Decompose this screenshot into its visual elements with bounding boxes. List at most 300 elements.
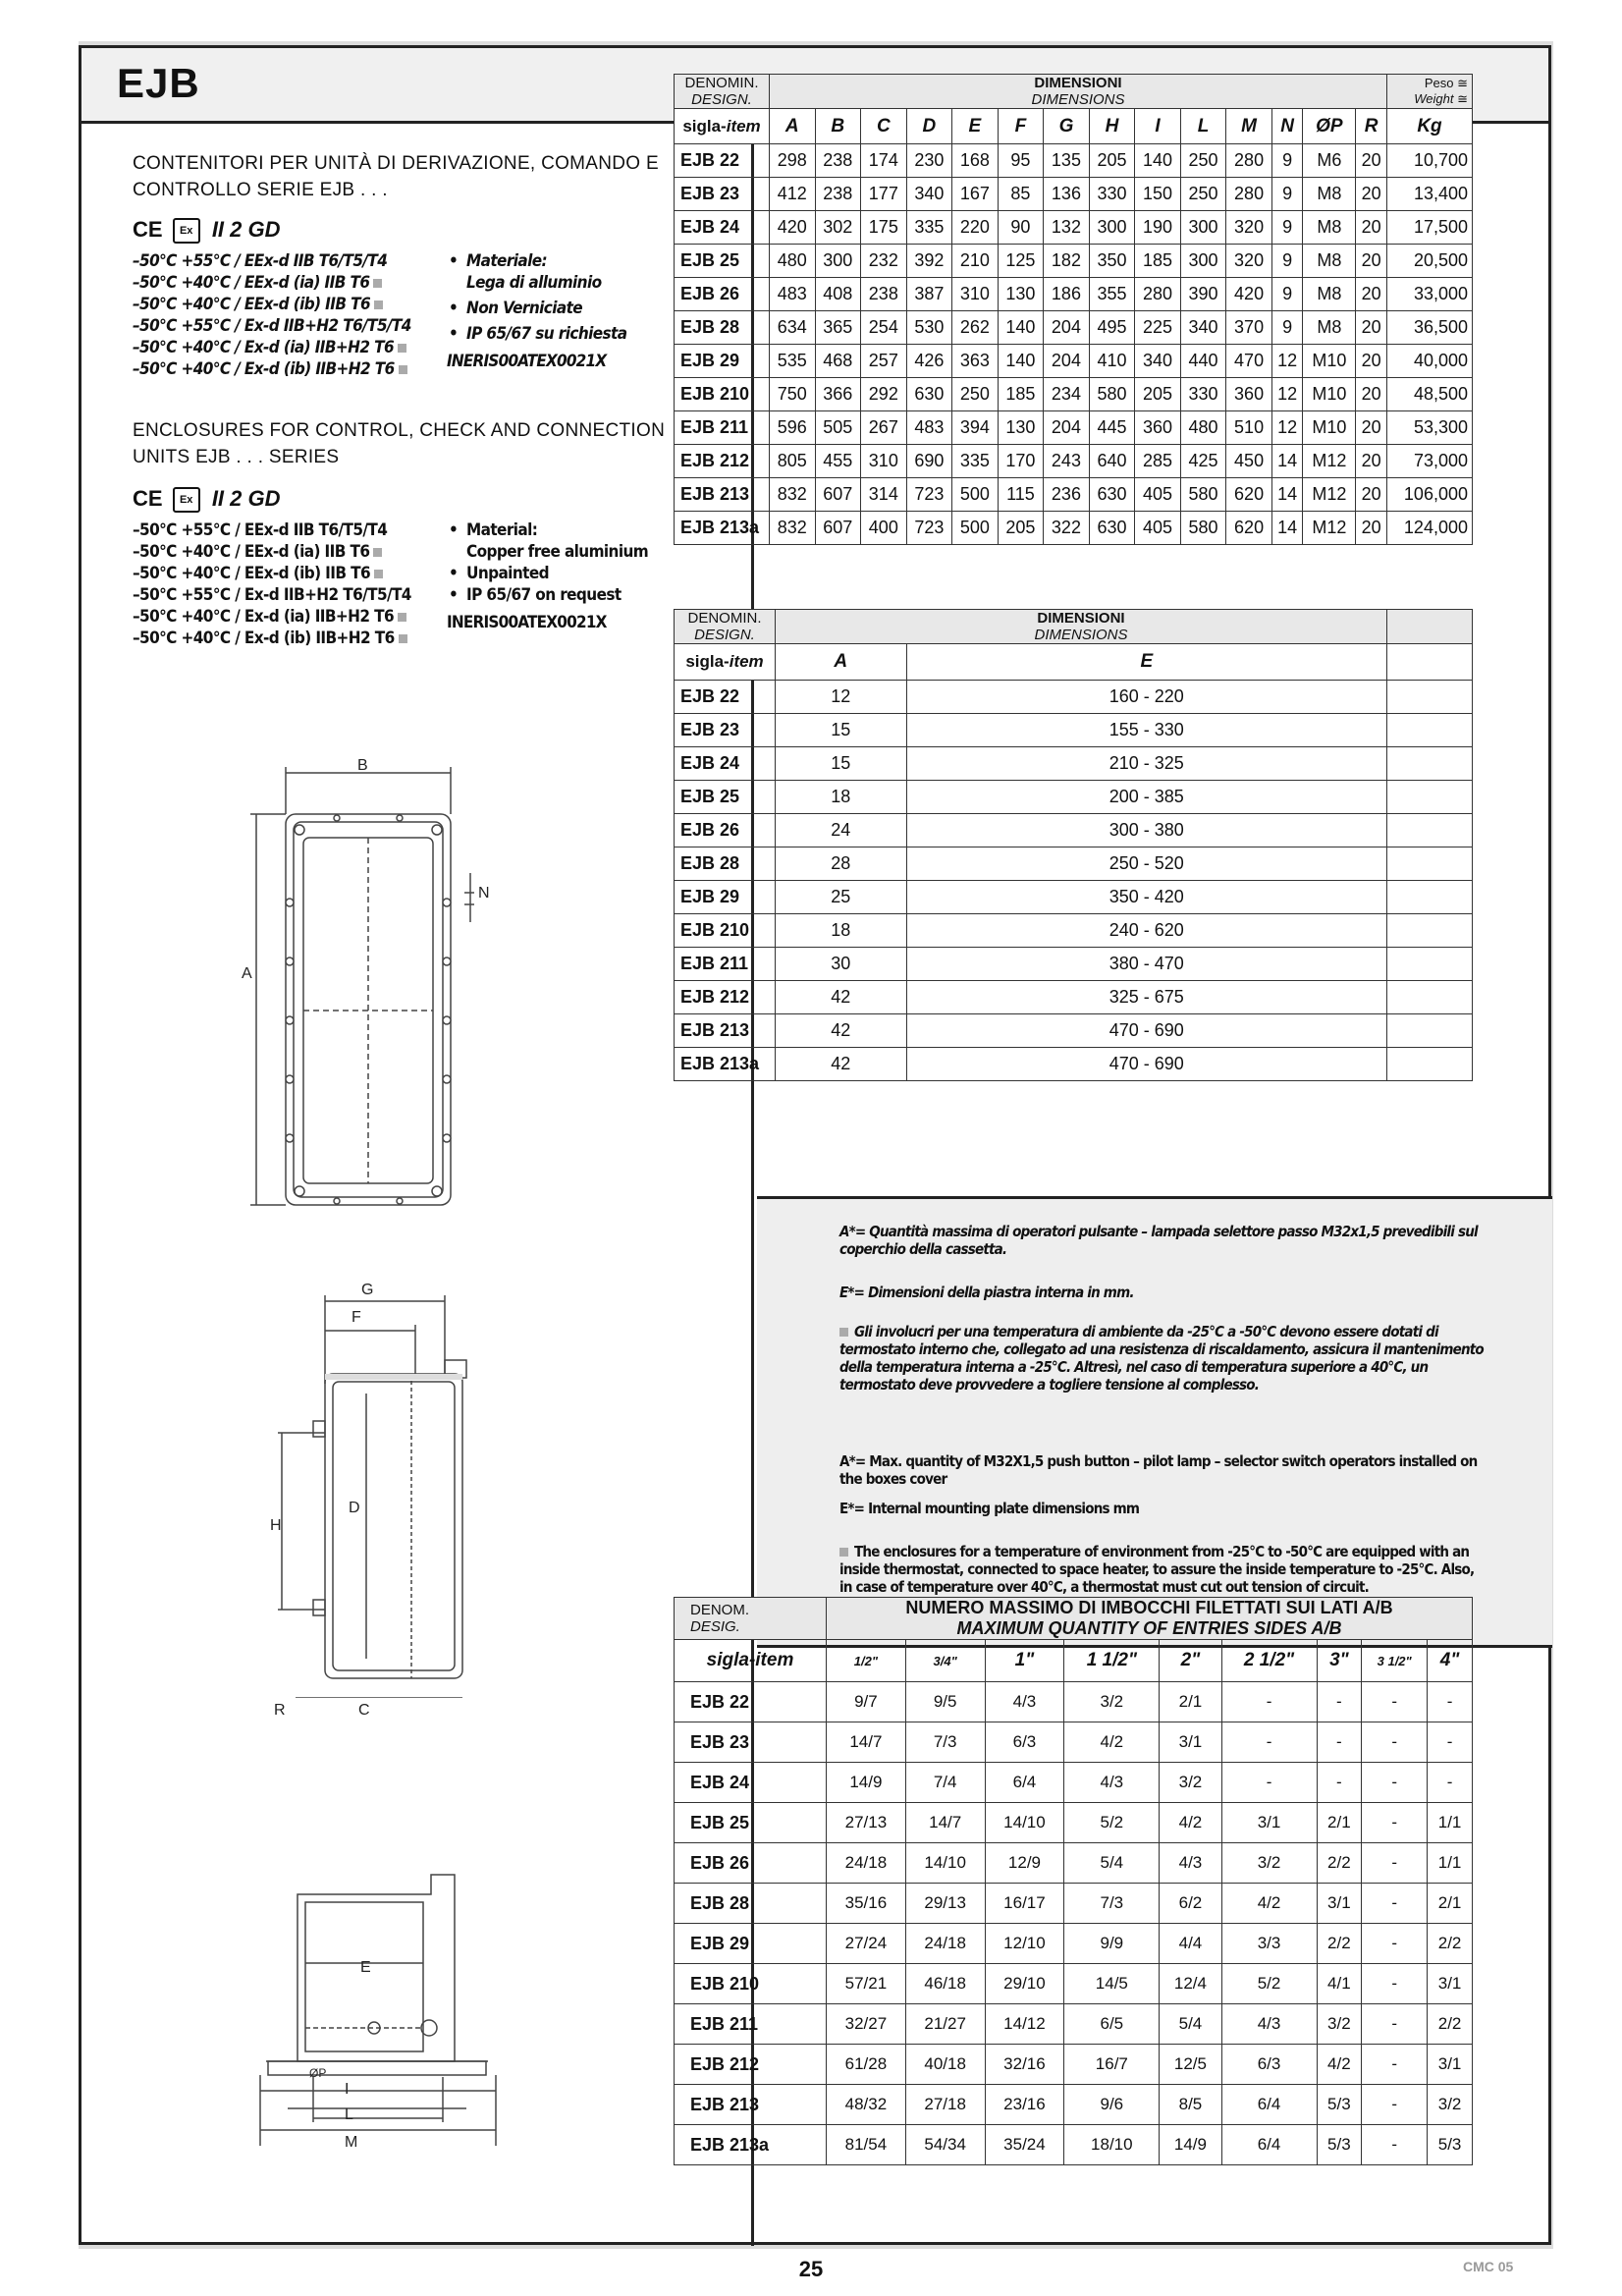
cell-value: 355: [1089, 278, 1135, 311]
cell-value: 220: [952, 211, 999, 245]
item-name: EJB 23: [675, 1722, 827, 1763]
cell-value: 7/3: [905, 1722, 985, 1763]
cell-value: 425: [1180, 445, 1226, 478]
item-name: EJB 29: [675, 345, 770, 378]
cert-category: II 2 GD: [211, 217, 281, 242]
cell-value: 440: [1180, 345, 1226, 378]
cell-value: 254: [861, 311, 907, 345]
cell-value: 81/54: [827, 2125, 906, 2165]
table-row: [675, 781, 1473, 814]
cell-value: -: [1362, 1722, 1428, 1763]
note-e-english: E*= Internal mounting plate dimensions mm: [839, 1500, 1140, 1517]
cell-value: 238: [815, 144, 861, 178]
cell-value: 167: [952, 178, 999, 211]
cell-e: 470 - 690: [906, 1014, 1386, 1048]
cell-value: 90: [998, 211, 1044, 245]
column-header: 1 1/2": [1064, 1640, 1160, 1682]
dim-label-b: B: [357, 757, 368, 774]
cell-value: 630: [1089, 512, 1135, 545]
dimensions-header: DIMENSIONI DIMENSIONS: [770, 75, 1387, 109]
cell-value: 85: [998, 178, 1044, 211]
table-row: [675, 847, 1473, 881]
cell-value: -: [1317, 1722, 1362, 1763]
cell-a: 42: [776, 1014, 907, 1048]
cell-value: 5/4: [1064, 1843, 1160, 1884]
cell-a: 28: [776, 847, 907, 881]
denom-header: DENOMIN. DESIGN.: [675, 610, 776, 644]
cell-value: 14/12: [985, 2004, 1064, 2045]
item-column-header: [675, 109, 770, 144]
dim-label-r: R: [274, 1702, 286, 1719]
cell-empty: [1387, 681, 1473, 714]
cell-value: 4/3: [985, 1682, 1064, 1722]
dim-label-c: C: [358, 1702, 370, 1719]
item-name: EJB 25: [675, 1803, 827, 1843]
cell-value: 7/3: [1064, 1884, 1160, 1924]
feature-material-label: • Materiale:: [447, 250, 627, 272]
cell-value: 596: [770, 411, 816, 445]
cell-value: 620: [1226, 478, 1272, 512]
cell-value: 340: [1135, 345, 1181, 378]
cell-value: 29/10: [985, 1964, 1064, 2004]
cell-e: 155 - 330: [906, 714, 1386, 747]
cell-a: 15: [776, 714, 907, 747]
cell-value: 205: [998, 512, 1044, 545]
cell-value: 20: [1356, 178, 1387, 211]
cell-value: 8/5: [1160, 2085, 1221, 2125]
table-row: [675, 981, 1473, 1014]
item-name: EJB 213: [675, 1014, 776, 1048]
cell-value: 14: [1271, 445, 1303, 478]
feature-ip: • IP 65/67 su richiesta: [447, 323, 627, 345]
table-row: [675, 144, 1473, 178]
cell-value: 405: [1135, 478, 1181, 512]
cell-value: 9: [1271, 278, 1303, 311]
column-header: 1": [985, 1640, 1064, 1682]
item-column-header: sigla-item: [675, 1640, 827, 1682]
column-header: 4": [1428, 1640, 1473, 1682]
cell-empty: [1387, 847, 1473, 881]
column-header: 1/2": [827, 1640, 906, 1682]
table-row: [675, 1884, 1473, 1924]
cell-value: -: [1362, 2004, 1428, 2045]
cell-value: 2/2: [1428, 1924, 1473, 1964]
dim-label-l: L: [345, 2106, 353, 2123]
cell-value: M10: [1303, 345, 1356, 378]
cell-value: 204: [1044, 411, 1090, 445]
dim-label-e: E: [360, 1959, 371, 1976]
cell-value: 723: [906, 478, 952, 512]
cell-value: 14: [1271, 478, 1303, 512]
cell-value: 450: [1226, 445, 1272, 478]
feature-paint: • Non Verniciate: [447, 298, 627, 319]
cell-value: 2/2: [1317, 1924, 1362, 1964]
item-name: EJB 25: [675, 781, 776, 814]
table-header-row: [675, 75, 1473, 109]
cell-value: 330: [1180, 378, 1226, 411]
note-e-italian: E*= Dimensioni della piastra interna in mm.: [839, 1284, 1134, 1301]
cell-value: 204: [1044, 345, 1090, 378]
cell-value: 480: [1180, 411, 1226, 445]
rating-line: –50°C +40°C / EEx-d (ib) IIB T6: [133, 563, 411, 584]
cell-value: 190: [1135, 211, 1181, 245]
item-column-header: [675, 644, 776, 681]
table-row: [675, 1014, 1473, 1048]
item-name: EJB 210: [675, 1964, 827, 2004]
cell-value: 174: [861, 144, 907, 178]
ex-mark-icon: Ex: [173, 218, 200, 244]
cell-value: 27/24: [827, 1924, 906, 1964]
cell-value: 20: [1356, 245, 1387, 278]
cell-value: 35/24: [985, 2125, 1064, 2165]
cell-value: 4/3: [1160, 1843, 1221, 1884]
cell-value: 390: [1180, 278, 1226, 311]
cell-value: 14/10: [985, 1803, 1064, 1843]
cell-value: 480: [770, 245, 816, 278]
dim-label-m: M: [345, 2134, 358, 2151]
column-header: 2 1/2": [1221, 1640, 1317, 1682]
feature-material-label: • Material:: [447, 519, 648, 541]
cell-value: 298: [770, 144, 816, 178]
features-english: [447, 519, 648, 633]
doc-code: CMC 05: [1463, 2259, 1514, 2274]
rating-line: –50°C +55°C / Ex-d IIB+H2 T6/T5/T4: [133, 316, 411, 336]
cell-value: 16/17: [985, 1884, 1064, 1924]
cell-value: 24/18: [905, 1924, 985, 1964]
cell-value: 2/2: [1317, 1843, 1362, 1884]
item-label-a: sigla-: [682, 116, 727, 136]
cell-value: 310: [952, 278, 999, 311]
cell-value: 14/7: [827, 1722, 906, 1763]
cell-value: M8: [1303, 245, 1356, 278]
cell-value: 185: [998, 378, 1044, 411]
cell-value: M8: [1303, 211, 1356, 245]
cell-value: 5/4: [1160, 2004, 1221, 2045]
cell-value: 186: [1044, 278, 1090, 311]
cell-value: 40,000: [1387, 345, 1473, 378]
cell-value: 14/7: [905, 1803, 985, 1843]
cell-value: 61/28: [827, 2045, 906, 2085]
cell-value: 468: [815, 345, 861, 378]
cell-value: 3/1: [1428, 1964, 1473, 2004]
cell-value: 400: [861, 512, 907, 545]
cell-value: 495: [1089, 311, 1135, 345]
cell-value: 420: [1226, 278, 1272, 311]
cell-value: 340: [906, 178, 952, 211]
cell-value: 150: [1135, 178, 1181, 211]
cell-value: 483: [770, 278, 816, 311]
top-view-drawing: [239, 755, 533, 1217]
cell-value: 3/2: [1221, 1843, 1317, 1884]
cell-value: 243: [1044, 445, 1090, 478]
cell-value: 505: [815, 411, 861, 445]
item-name: EJB 29: [675, 881, 776, 914]
dim-label-h: H: [270, 1517, 282, 1534]
table-row: [675, 2004, 1473, 2045]
cell-value: 20: [1356, 411, 1387, 445]
cell-value: 2/1: [1160, 1682, 1221, 1722]
cell-value: -: [1221, 1682, 1317, 1722]
cell-value: 12: [1271, 378, 1303, 411]
column-header-a: A: [776, 644, 907, 681]
dim-label-d: D: [349, 1500, 360, 1516]
cell-value: 14/9: [1160, 2125, 1221, 2165]
cell-value: 690: [906, 445, 952, 478]
cell-value: 36,500: [1387, 311, 1473, 345]
cell-value: 320: [1226, 245, 1272, 278]
item-name: EJB 24: [675, 747, 776, 781]
page-title: EJB: [117, 60, 200, 106]
cell-a: 18: [776, 781, 907, 814]
dimensions-table: [674, 74, 1473, 545]
cell-value: 27/18: [905, 2085, 985, 2125]
cell-value: 124,000: [1387, 512, 1473, 545]
cell-value: 170: [998, 445, 1044, 478]
column-header: L: [1180, 109, 1226, 144]
cell-a: 42: [776, 981, 907, 1014]
weight-header: Peso ≅ Weight ≅: [1387, 75, 1473, 109]
cell-value: 12/10: [985, 1924, 1064, 1964]
table-row: [675, 311, 1473, 345]
cell-value: 5/2: [1221, 1964, 1317, 2004]
cell-value: -: [1362, 1924, 1428, 1964]
cell-e: 160 - 220: [906, 681, 1386, 714]
column-header-e: E: [906, 644, 1386, 681]
cell-value: -: [1317, 1763, 1362, 1803]
cell-value: 23/16: [985, 2085, 1064, 2125]
cell-value: 9/7: [827, 1682, 906, 1722]
cell-value: 750: [770, 378, 816, 411]
column-header-empty: [1387, 644, 1473, 681]
cell-value: 832: [770, 512, 816, 545]
cell-value: 14: [1271, 512, 1303, 545]
cell-value: 236: [1044, 478, 1090, 512]
cell-value: M8: [1303, 311, 1356, 345]
cell-value: 300: [1089, 211, 1135, 245]
table-row: [675, 814, 1473, 847]
cell-value: 832: [770, 478, 816, 512]
cell-value: 9/9: [1064, 1924, 1160, 1964]
cell-value: 10,700: [1387, 144, 1473, 178]
cell-value: 280: [1135, 278, 1181, 311]
cell-value: 302: [815, 211, 861, 245]
cell-value: 32/27: [827, 2004, 906, 2045]
cert-marking-it: [133, 217, 281, 244]
cell-value: -: [1221, 1763, 1317, 1803]
cell-value: -: [1362, 1803, 1428, 1843]
cell-value: 280: [1226, 144, 1272, 178]
notes-panel: [757, 1196, 1552, 1648]
rating-line: –50°C +55°C / EEx-d IIB T6/T5/T4: [133, 251, 388, 271]
rating-line: –50°C +40°C / Ex-d (ia) IIB+H2 T6: [133, 337, 411, 358]
cell-value: 1/1: [1428, 1843, 1473, 1884]
cell-value: 3/2: [1428, 2085, 1473, 2125]
cell-value: 4/1: [1317, 1964, 1362, 2004]
cell-value: 175: [861, 211, 907, 245]
cell-empty: [1387, 714, 1473, 747]
cell-value: 33,000: [1387, 278, 1473, 311]
item-label-b: item: [726, 116, 761, 136]
table-row: [675, 512, 1473, 545]
dim-label-n: N: [478, 885, 490, 902]
cell-value: 335: [906, 211, 952, 245]
cell-value: 20: [1356, 345, 1387, 378]
table-row: [675, 345, 1473, 378]
cell-value: 205: [1135, 378, 1181, 411]
cell-value: 360: [1135, 411, 1181, 445]
cell-value: 140: [998, 345, 1044, 378]
cell-value: 20: [1356, 211, 1387, 245]
column-header: 2": [1160, 1640, 1221, 1682]
cell-value: 2/1: [1428, 1884, 1473, 1924]
cell-value: 640: [1089, 445, 1135, 478]
table-row: [675, 1722, 1473, 1763]
cell-value: 46/18: [905, 1964, 985, 2004]
cell-value: 500: [952, 512, 999, 545]
column-header: D: [906, 109, 952, 144]
cell-value: 135: [1044, 144, 1090, 178]
cell-value: 580: [1180, 512, 1226, 545]
cell-value: 32/16: [985, 2045, 1064, 2085]
column-header-row: [675, 644, 1473, 681]
table-row: [675, 445, 1473, 478]
cell-value: -: [1362, 1964, 1428, 2004]
cell-value: 723: [906, 512, 952, 545]
cell-a: 42: [776, 1048, 907, 1081]
cell-value: 412: [770, 178, 816, 211]
cell-value: 238: [815, 178, 861, 211]
table-row: [675, 948, 1473, 981]
cell-value: 580: [1180, 478, 1226, 512]
table-row: [675, 178, 1473, 211]
item-name: EJB 212: [675, 445, 770, 478]
dim-label-f: F: [351, 1309, 361, 1326]
dim-label-op: ØP: [309, 2066, 327, 2080]
cell-value: -: [1362, 1843, 1428, 1884]
cell-value: 3/1: [1160, 1722, 1221, 1763]
cell-value: 250: [952, 378, 999, 411]
item-name: EJB 29: [675, 1924, 827, 1964]
cert-category: II 2 GD: [211, 486, 281, 511]
cell-value: 6/4: [1221, 2125, 1317, 2165]
cell-value: 12/5: [1160, 2045, 1221, 2085]
cell-value: 445: [1089, 411, 1135, 445]
cell-value: 6/3: [985, 1722, 1064, 1763]
cell-empty: [1387, 1014, 1473, 1048]
cell-value: 350: [1089, 245, 1135, 278]
section-view-drawing: [209, 1855, 514, 2169]
cell-value: -: [1362, 1884, 1428, 1924]
cell-e: 470 - 690: [906, 1048, 1386, 1081]
ex-mark-icon: Ex: [173, 487, 200, 513]
cell-empty: [1387, 814, 1473, 847]
table-row: [675, 747, 1473, 781]
entries-header: NUMERO MASSIMO DI IMBOCCHI FILETTATI SUI LATI A/B MAXIMUM QUANTITY OF ENTRIES SIDES A/B: [827, 1598, 1473, 1640]
item-name: EJB 28: [675, 1884, 827, 1924]
cell-value: 405: [1135, 512, 1181, 545]
item-name: EJB 213a: [675, 1048, 776, 1081]
cell-value: 1/1: [1428, 1803, 1473, 1843]
cell-value: 366: [815, 378, 861, 411]
cell-value: 20,500: [1387, 245, 1473, 278]
column-header: 3/4": [905, 1640, 985, 1682]
table-row: [675, 714, 1473, 747]
cell-value: 6/4: [1221, 2085, 1317, 2125]
cell-value: 410: [1089, 345, 1135, 378]
features-italian: [447, 250, 627, 372]
cell-value: 73,000: [1387, 445, 1473, 478]
cell-value: 2/2: [1428, 2004, 1473, 2045]
cell-value: 510: [1226, 411, 1272, 445]
cell-value: 232: [861, 245, 907, 278]
cell-value: 6/2: [1160, 1884, 1221, 1924]
cell-value: 3/1: [1428, 2045, 1473, 2085]
cell-value: M8: [1303, 178, 1356, 211]
cell-value: 225: [1135, 311, 1181, 345]
empty-header: [1387, 610, 1473, 644]
table-header-row: [675, 610, 1473, 644]
feature-certificate: INERIS00ATEX0021X: [447, 352, 607, 371]
table-row: [675, 2085, 1473, 2125]
cell-value: 335: [952, 445, 999, 478]
cell-value: 125: [998, 245, 1044, 278]
cell-value: 136: [1044, 178, 1090, 211]
table-row: [675, 211, 1473, 245]
item-name: EJB 210: [675, 914, 776, 948]
table-row: [675, 245, 1473, 278]
cell-value: 300: [1180, 245, 1226, 278]
intro-italian: CONTENITORI PER UNITÀ DI DERIVAZIONE, COMANDO E CONTROLLO SERIE EJB . . .: [133, 153, 659, 200]
cell-value: 140: [1135, 144, 1181, 178]
table-row: [675, 411, 1473, 445]
table-row: [675, 478, 1473, 512]
column-header: I: [1135, 109, 1181, 144]
cell-value: 182: [1044, 245, 1090, 278]
cell-value: 48/32: [827, 2085, 906, 2125]
cell-value: 18/10: [1064, 2125, 1160, 2165]
cell-a: 15: [776, 747, 907, 781]
column-header: M: [1226, 109, 1272, 144]
rating-line: –50°C +40°C / EEx-d (ib) IIB T6: [133, 294, 411, 315]
cell-e: 300 - 380: [906, 814, 1386, 847]
cell-value: 470: [1226, 345, 1272, 378]
column-header: H: [1089, 109, 1135, 144]
item-name: EJB 23: [675, 714, 776, 747]
table-row: [675, 1843, 1473, 1884]
table-row: [675, 1924, 1473, 1964]
item-name: EJB 26: [675, 278, 770, 311]
cell-value: 130: [998, 278, 1044, 311]
item-name: EJB 211: [675, 948, 776, 981]
cell-value: 805: [770, 445, 816, 478]
table-row: [675, 278, 1473, 311]
cell-value: 57/21: [827, 1964, 906, 2004]
cell-value: 285: [1135, 445, 1181, 478]
cell-value: 6/3: [1221, 2045, 1317, 2085]
cell-value: 20: [1356, 512, 1387, 545]
cell-value: 262: [952, 311, 999, 345]
table-row: [675, 2045, 1473, 2085]
column-header: N: [1271, 109, 1303, 144]
note-temp-english: The enclosures for a temperature of environment from -25°C to -50°C are equipped with an inside thermostat, connected to space heater, to assure the inside temperature to -25°C. Also, in case of temperature over 40°C, a thermostat must cut out tension of circuit.: [839, 1543, 1475, 1596]
cell-e: 210 - 325: [906, 747, 1386, 781]
column-header: Kg: [1387, 109, 1473, 144]
cell-value: -: [1221, 1722, 1317, 1763]
cell-value: 95: [998, 144, 1044, 178]
cell-value: 360: [1226, 378, 1272, 411]
column-header: B: [815, 109, 861, 144]
cert-marking-en: [133, 486, 281, 513]
